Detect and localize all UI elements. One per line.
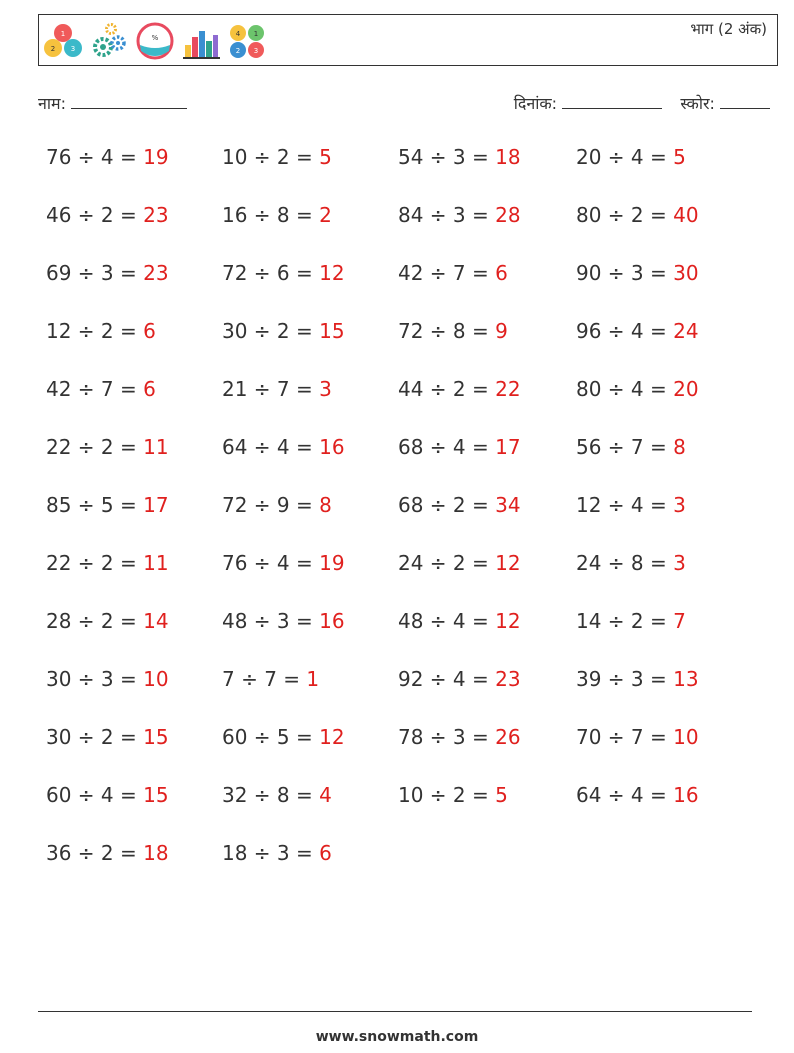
problem-question: 80 ÷ 2 = bbox=[576, 203, 674, 227]
division-problem bbox=[222, 145, 332, 169]
svg-text:3: 3 bbox=[253, 47, 259, 55]
problem-question: 16 ÷ 8 = bbox=[222, 203, 320, 227]
problem-answer: 5 bbox=[673, 145, 686, 169]
problem-question: 92 ÷ 4 = bbox=[398, 667, 496, 691]
division-problem bbox=[576, 609, 686, 633]
problem-answer: 17 bbox=[495, 435, 521, 459]
problem-question: 64 ÷ 4 = bbox=[576, 783, 674, 807]
problem-question: 48 ÷ 4 = bbox=[398, 609, 496, 633]
problem-answer: 12 bbox=[319, 725, 345, 749]
division-problem bbox=[222, 261, 345, 285]
problem-answer: 7 bbox=[673, 609, 686, 633]
problem-question: 10 ÷ 2 = bbox=[398, 783, 496, 807]
problem-answer: 12 bbox=[495, 609, 521, 633]
problem-answer: 6 bbox=[495, 261, 508, 285]
problem-question: 28 ÷ 2 = bbox=[46, 609, 144, 633]
problem-answer: 4 bbox=[319, 783, 332, 807]
problem-question: 70 ÷ 7 = bbox=[576, 725, 674, 749]
problem-question: 22 ÷ 2 = bbox=[46, 551, 144, 575]
worksheet-header bbox=[38, 14, 778, 66]
bar-chart-icon bbox=[181, 21, 221, 61]
division-problem bbox=[398, 261, 508, 285]
number-circles-icon bbox=[227, 21, 267, 61]
problem-answer: 12 bbox=[495, 551, 521, 575]
problem-question: 18 ÷ 3 = bbox=[222, 841, 320, 865]
problem-question: 76 ÷ 4 = bbox=[46, 145, 144, 169]
svg-text:1: 1 bbox=[253, 30, 259, 38]
problem-question: 21 ÷ 7 = bbox=[222, 377, 320, 401]
division-problem bbox=[398, 377, 521, 401]
problem-question: 80 ÷ 4 = bbox=[576, 377, 674, 401]
problem-question: 84 ÷ 3 = bbox=[398, 203, 496, 227]
problem-question: 78 ÷ 3 = bbox=[398, 725, 496, 749]
division-problem bbox=[222, 203, 332, 227]
problem-question: 32 ÷ 8 = bbox=[222, 783, 320, 807]
division-problem bbox=[222, 609, 345, 633]
score-label: स्कोर: bbox=[680, 94, 715, 113]
division-problem bbox=[46, 841, 169, 865]
problem-answer: 5 bbox=[319, 145, 332, 169]
division-problem bbox=[398, 435, 521, 459]
problem-answer: 18 bbox=[143, 841, 169, 865]
division-problem bbox=[46, 377, 156, 401]
problem-question: 42 ÷ 7 = bbox=[46, 377, 144, 401]
division-problem bbox=[398, 725, 521, 749]
problem-answer: 13 bbox=[673, 667, 699, 691]
division-problem bbox=[46, 145, 169, 169]
footer-url: www.snowmath.com bbox=[315, 1029, 479, 1045]
division-problem bbox=[398, 667, 521, 691]
problem-question: 20 ÷ 4 = bbox=[576, 145, 674, 169]
division-problem bbox=[46, 783, 169, 807]
problem-question: 30 ÷ 2 = bbox=[46, 725, 144, 749]
problem-question: 48 ÷ 3 = bbox=[222, 609, 320, 633]
problem-question: 72 ÷ 6 = bbox=[222, 261, 320, 285]
problem-question: 64 ÷ 4 = bbox=[222, 435, 320, 459]
division-problem bbox=[576, 319, 699, 343]
problem-answer: 19 bbox=[143, 145, 169, 169]
division-problem bbox=[46, 609, 169, 633]
problem-question: 85 ÷ 5 = bbox=[46, 493, 144, 517]
division-problem bbox=[222, 783, 332, 807]
problem-answer: 6 bbox=[143, 377, 156, 401]
division-problem bbox=[398, 783, 508, 807]
problem-question: 39 ÷ 3 = bbox=[576, 667, 674, 691]
problem-answer: 11 bbox=[143, 551, 169, 575]
problem-answer: 28 bbox=[495, 203, 521, 227]
problem-question: 42 ÷ 7 = bbox=[398, 261, 496, 285]
division-problem bbox=[576, 783, 699, 807]
problem-question: 96 ÷ 4 = bbox=[576, 319, 674, 343]
division-problem bbox=[46, 319, 156, 343]
problem-answer: 17 bbox=[143, 493, 169, 517]
division-problem bbox=[46, 435, 169, 459]
division-problem bbox=[576, 551, 686, 575]
division-problem bbox=[222, 319, 345, 343]
footer-divider bbox=[38, 1011, 752, 1012]
problem-question: 72 ÷ 9 = bbox=[222, 493, 320, 517]
problem-question: 54 ÷ 3 = bbox=[398, 145, 496, 169]
problem-answer: 23 bbox=[143, 261, 169, 285]
svg-text:%: % bbox=[151, 34, 159, 42]
division-problem bbox=[222, 435, 345, 459]
problem-answer: 2 bbox=[319, 203, 332, 227]
problem-answer: 34 bbox=[495, 493, 521, 517]
division-problem bbox=[46, 725, 169, 749]
problem-answer: 11 bbox=[143, 435, 169, 459]
problem-answer: 23 bbox=[143, 203, 169, 227]
division-problem bbox=[576, 493, 686, 517]
problem-answer: 16 bbox=[319, 609, 345, 633]
problem-answer: 9 bbox=[495, 319, 508, 343]
problem-question: 30 ÷ 2 = bbox=[222, 319, 320, 343]
problem-answer: 3 bbox=[319, 377, 332, 401]
division-problem bbox=[46, 667, 169, 691]
division-problem bbox=[576, 725, 699, 749]
division-problem bbox=[576, 667, 699, 691]
problem-answer: 12 bbox=[319, 261, 345, 285]
problem-answer: 24 bbox=[673, 319, 699, 343]
date-blank[interactable] bbox=[562, 94, 662, 109]
division-problem bbox=[222, 493, 332, 517]
problem-question: 30 ÷ 3 = bbox=[46, 667, 144, 691]
problem-answer: 16 bbox=[673, 783, 699, 807]
gears-icon bbox=[89, 21, 129, 61]
division-problem bbox=[398, 145, 521, 169]
name-field bbox=[38, 92, 187, 114]
name-label: नाम: bbox=[38, 94, 66, 113]
problem-answer: 6 bbox=[319, 841, 332, 865]
problem-question: 10 ÷ 2 = bbox=[222, 145, 320, 169]
problem-question: 76 ÷ 4 = bbox=[222, 551, 320, 575]
problem-question: 56 ÷ 7 = bbox=[576, 435, 674, 459]
svg-text:3: 3 bbox=[70, 45, 76, 53]
division-problem bbox=[222, 377, 332, 401]
svg-text:2: 2 bbox=[235, 47, 241, 55]
number-bubbles-icon bbox=[43, 21, 83, 61]
problem-answer: 23 bbox=[495, 667, 521, 691]
problem-answer: 20 bbox=[673, 377, 699, 401]
problem-answer: 30 bbox=[673, 261, 699, 285]
problem-answer: 5 bbox=[495, 783, 508, 807]
division-problem bbox=[222, 725, 345, 749]
division-problem bbox=[576, 261, 699, 285]
problem-question: 90 ÷ 3 = bbox=[576, 261, 674, 285]
problem-answer: 15 bbox=[319, 319, 345, 343]
problem-answer: 8 bbox=[319, 493, 332, 517]
division-problem bbox=[222, 551, 345, 575]
problem-answer: 22 bbox=[495, 377, 521, 401]
division-problem bbox=[46, 261, 169, 285]
problem-answer: 15 bbox=[143, 783, 169, 807]
problem-answer: 1 bbox=[306, 667, 320, 691]
problem-answer: 18 bbox=[495, 145, 521, 169]
problem-answer: 19 bbox=[319, 551, 345, 575]
problem-question: 36 ÷ 2 = bbox=[46, 841, 144, 865]
division-problem bbox=[576, 435, 686, 459]
problem-question: 69 ÷ 3 = bbox=[46, 261, 144, 285]
problem-question: 24 ÷ 8 = bbox=[576, 551, 674, 575]
problem-answer: 6 bbox=[143, 319, 156, 343]
problem-question: 60 ÷ 5 = bbox=[222, 725, 320, 749]
logo-strip bbox=[43, 19, 267, 63]
problem-answer: 10 bbox=[673, 725, 699, 749]
date-label: दिनांक: bbox=[513, 94, 558, 113]
problem-question: 68 ÷ 2 = bbox=[398, 493, 496, 517]
division-problem bbox=[46, 551, 169, 575]
division-problem bbox=[222, 841, 332, 865]
problem-answer: 26 bbox=[495, 725, 521, 749]
worksheet-title: भाग (2 अंक) bbox=[690, 20, 767, 38]
division-problem bbox=[222, 667, 319, 691]
problem-answer: 3 bbox=[673, 551, 686, 575]
date-score-fields bbox=[514, 92, 770, 114]
svg-text:2: 2 bbox=[50, 45, 56, 53]
svg-text:4: 4 bbox=[235, 30, 241, 38]
division-problem bbox=[46, 493, 169, 517]
problem-question: 68 ÷ 4 = bbox=[398, 435, 496, 459]
division-problem bbox=[576, 145, 686, 169]
division-problem bbox=[398, 493, 521, 517]
problem-answer: 40 bbox=[673, 203, 699, 227]
problem-answer: 8 bbox=[673, 435, 686, 459]
problem-answer: 15 bbox=[143, 725, 169, 749]
problem-question: 44 ÷ 2 = bbox=[398, 377, 496, 401]
problem-question: 12 ÷ 2 = bbox=[46, 319, 144, 343]
problem-question: 14 ÷ 2 = bbox=[576, 609, 674, 633]
problem-answer: 16 bbox=[319, 435, 345, 459]
division-problem bbox=[398, 203, 521, 227]
division-problem bbox=[398, 551, 521, 575]
score-blank[interactable] bbox=[720, 94, 770, 109]
problem-answer: 10 bbox=[143, 667, 169, 691]
division-problem bbox=[576, 377, 699, 401]
problem-question: 46 ÷ 2 = bbox=[46, 203, 144, 227]
division-problem bbox=[398, 609, 521, 633]
problem-question: 22 ÷ 2 = bbox=[46, 435, 144, 459]
division-problem bbox=[576, 203, 699, 227]
problem-question: 72 ÷ 8 = bbox=[398, 319, 496, 343]
problem-question: 12 ÷ 4 = bbox=[576, 493, 674, 517]
problem-question: 7 ÷ 7 = bbox=[222, 667, 307, 691]
percent-gauge-icon bbox=[135, 21, 175, 61]
division-problem bbox=[46, 203, 169, 227]
problem-answer: 14 bbox=[143, 609, 169, 633]
problem-question: 60 ÷ 4 = bbox=[46, 783, 144, 807]
problem-answer: 3 bbox=[673, 493, 686, 517]
problem-question: 24 ÷ 2 = bbox=[398, 551, 496, 575]
name-blank[interactable] bbox=[71, 94, 187, 109]
division-problem bbox=[398, 319, 508, 343]
svg-text:1: 1 bbox=[60, 30, 66, 38]
